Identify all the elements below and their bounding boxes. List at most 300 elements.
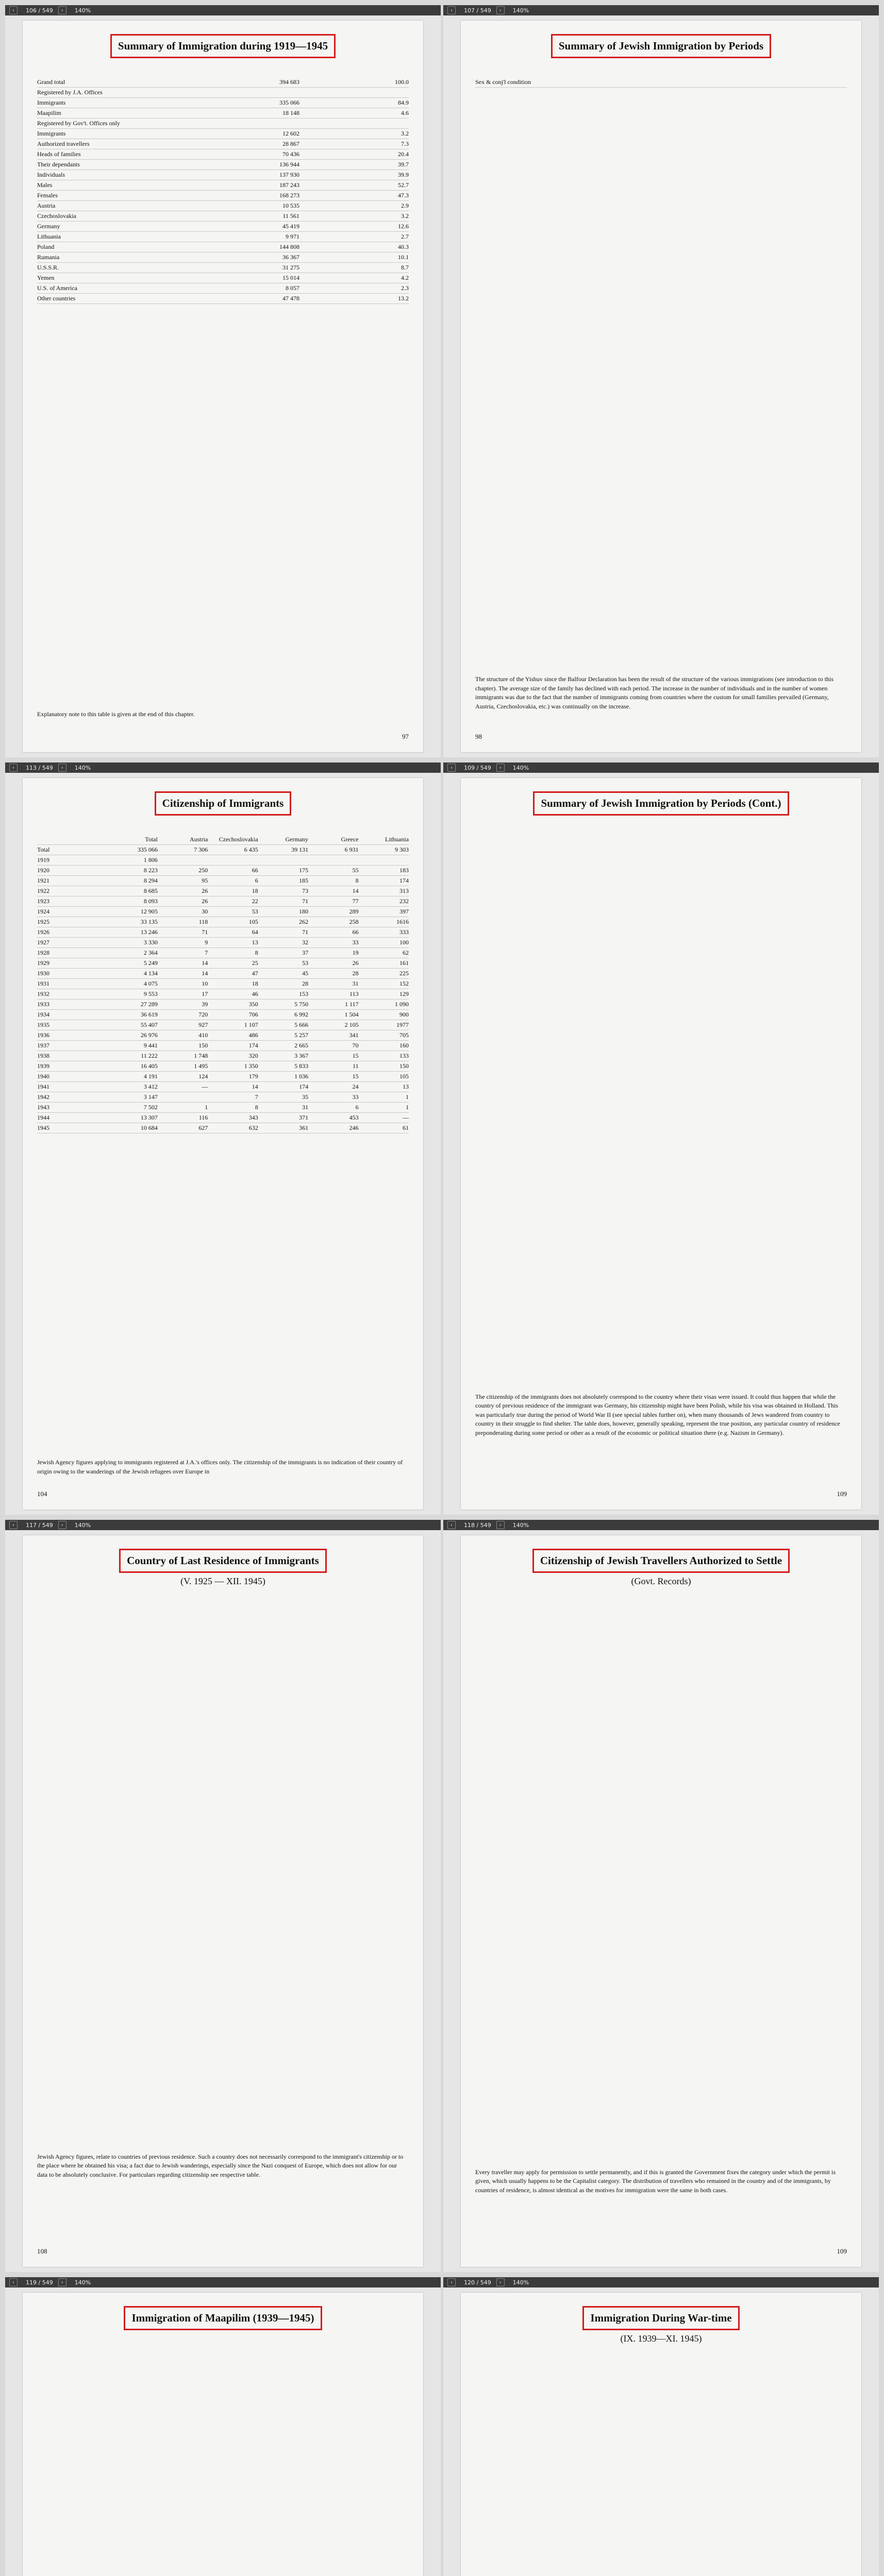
row-label: 1921 <box>37 877 49 884</box>
zoom-level[interactable]: 140% <box>512 2279 529 2286</box>
table-row <box>37 1092 409 1103</box>
document-page <box>23 1535 423 2267</box>
table-cell: 246 <box>349 1124 359 1131</box>
table-cell: 152 <box>399 980 409 987</box>
pdf-pane-3 <box>5 762 441 1515</box>
table-cell: 15 <box>352 1052 359 1059</box>
table-row <box>37 242 409 252</box>
table-cell: — <box>202 1083 208 1090</box>
table-cell: 8 685 <box>143 887 158 894</box>
table-cell: 5 666 <box>294 1021 309 1028</box>
table-cell: 118 <box>198 918 208 925</box>
table-row <box>37 1051 409 1061</box>
table-cell: 33 135 <box>140 918 158 925</box>
page-counter: 109 / 549 <box>464 764 491 771</box>
table-cell: 14 <box>202 970 208 977</box>
table-row <box>37 1041 409 1051</box>
table-row <box>37 211 409 222</box>
table-cell: 26 976 <box>140 1031 158 1039</box>
pdf-pane-2 <box>443 5 879 757</box>
table-row <box>37 222 409 232</box>
table-row <box>37 252 409 263</box>
table-cell: 61 <box>403 1124 409 1131</box>
table-cell: 2 665 <box>294 1042 309 1049</box>
row-label: Poland <box>37 243 55 250</box>
table-cell: 7.3 <box>401 140 409 147</box>
table-cell: 4 191 <box>143 1073 158 1080</box>
explanatory-note: Jewish Agency figures, relate to countries of previous residence. Such a country does not necessarily correspond to the immigrant's citizenship or to the place where he obtained his visa; a fact due to Jewish wanderings, especially since the Nazi conquest of Europe, which does not allow for our data to be absolutely conclusive. For particulars regarding citizenship see respective table. <box>37 2153 404 2178</box>
table-cell: 77 <box>352 897 359 905</box>
table-cell: 13 <box>252 939 258 946</box>
table-row <box>37 201 409 211</box>
table-cell: 31 275 <box>282 264 299 271</box>
table-cell: 335 066 <box>137 846 158 853</box>
explanatory-note: Explanatory note to this table is given at the end of this chapter. <box>37 710 195 718</box>
row-label: 1942 <box>37 1093 49 1100</box>
table-cell: 55 407 <box>140 1021 158 1028</box>
prev-page-icon[interactable]: ‹ <box>9 1521 18 1529</box>
table-cell: 70 <box>352 1042 359 1049</box>
header-cell: Total <box>145 836 158 843</box>
table-cell: 289 <box>349 908 359 915</box>
table-cell: 12 602 <box>282 130 299 137</box>
table-cell: 153 <box>299 990 309 997</box>
table-cell: 8 <box>355 877 359 884</box>
explanatory-note: Jewish Agency figures applying to immigrants registered at J.A.'s offices only. The citizenship of the immigrants is no indication of their country of origin owing to the wanderings of the Jewish refugees over Europe in <box>37 1459 403 1475</box>
zoom-level[interactable]: 140% <box>74 1521 91 1529</box>
table-cell: 136 944 <box>279 161 299 168</box>
table-cell <box>258 856 308 864</box>
row-label: Heads of families <box>37 150 81 158</box>
table-header <box>37 835 409 845</box>
table-cell: 1 090 <box>395 1001 409 1008</box>
viewer-toolbar <box>5 5 441 15</box>
prev-page-icon[interactable]: ‹ <box>9 2278 18 2286</box>
table-cell: 144 808 <box>279 243 299 250</box>
table-cell: 62 <box>403 949 409 956</box>
pdf-pane-8 <box>443 2277 879 2576</box>
traveller-note: Every traveller may apply for permission to settle permanently, and if this is granted the Government fixes the category under which the permit is given, which usually happens to be the Capitalist category. The distribution of travellers who remained in the country and of the immigrants, by countries of residence, is almost identical as the motives for immigration were the same in both cases. <box>475 2168 836 2194</box>
header-cell: Lithuania <box>385 836 409 843</box>
page-title: Country of Last Residence of Immigrants <box>119 1549 327 1573</box>
table-cell: 18 <box>252 980 258 987</box>
table-cell <box>190 89 299 96</box>
page-title: Citizenship of Jewish Travellers Authorized to Settle <box>532 1549 790 1573</box>
table-cell: 161 <box>399 959 409 967</box>
page-counter: 118 / 549 <box>464 1521 491 1529</box>
table-row <box>37 180 409 191</box>
table-row <box>37 907 409 917</box>
row-label: 1927 <box>37 939 49 946</box>
table-row <box>37 232 409 242</box>
table-cell: 6 931 <box>344 846 359 853</box>
table-cell: 250 <box>198 867 208 874</box>
page-counter: 117 / 549 <box>26 1521 53 1529</box>
table-cell: 1 036 <box>294 1073 309 1080</box>
row-label: 1931 <box>37 980 49 987</box>
table-cell: 14 <box>352 887 359 894</box>
table-cell <box>308 856 358 864</box>
table-cell: 53 <box>252 908 258 915</box>
table-row <box>37 1113 409 1123</box>
table-cell: 9 <box>205 939 208 946</box>
table-cell: 8 057 <box>285 284 299 292</box>
table-cell: 4 075 <box>143 980 158 987</box>
table-cell: 37 <box>302 949 309 956</box>
table-row <box>37 263 409 273</box>
table-cell: 1 495 <box>194 1062 208 1070</box>
table-cell: 55 <box>352 867 359 874</box>
table-cell: 14 <box>202 959 208 967</box>
row-label: Germany <box>37 223 60 230</box>
row-label: 1945 <box>37 1124 49 1131</box>
row-label: 1930 <box>37 970 49 977</box>
table-cell: 1616 <box>396 918 409 925</box>
table-cell <box>158 856 208 864</box>
table-cell: 47.3 <box>398 192 409 199</box>
header-cell: Austria <box>189 836 208 843</box>
table-row <box>37 160 409 170</box>
table-row <box>37 77 409 88</box>
table-cell: 343 <box>248 1114 258 1121</box>
table-row <box>37 896 409 907</box>
table-cell: 410 <box>198 1031 208 1039</box>
viewer-toolbar <box>5 762 441 773</box>
row-label: 1925 <box>37 918 49 925</box>
table-cell: 15 014 <box>282 274 299 281</box>
table-cell: 174 <box>248 1042 258 1049</box>
table-cell: 397 <box>399 908 409 915</box>
table-cell: 1 107 <box>244 1021 258 1028</box>
page-title: Summary of Jewish Immigration by Periods (Cont.) <box>533 791 789 816</box>
row-label: Their dependants <box>37 161 80 168</box>
table-row <box>37 979 409 989</box>
table-cell: 124 <box>198 1073 208 1080</box>
table-cell: 9 441 <box>143 1042 158 1049</box>
table-row <box>37 876 409 886</box>
row-label: 1941 <box>37 1083 49 1090</box>
table-cell: 13 307 <box>140 1114 158 1121</box>
viewer-toolbar <box>443 1520 879 1530</box>
page-subtitle: (V. 1925 — XII. 1945) <box>180 1576 265 1586</box>
table-cell: 453 <box>349 1114 359 1121</box>
table-cell: 11 561 <box>282 212 299 219</box>
table-row <box>37 1072 409 1082</box>
table-cell: 10.1 <box>398 253 409 261</box>
table-cell: 36 619 <box>140 1011 158 1018</box>
row-label: Total <box>37 846 50 853</box>
table-cell: 32 <box>302 939 309 946</box>
table-cell: 1 <box>205 1104 208 1111</box>
table-cell: 150 <box>198 1042 208 1049</box>
row-label: 1923 <box>37 897 49 905</box>
row-label: Authorized travellers <box>37 140 90 147</box>
page-title: Summary of Immigration during 1919—1945 <box>110 34 336 58</box>
page-subtitle: (Govt. Records) <box>631 1576 691 1586</box>
row-label: 1933 <box>37 1001 49 1008</box>
next-page-icon[interactable]: › <box>496 764 505 772</box>
table-row <box>37 118 409 129</box>
pdf-pane-1 <box>5 5 441 757</box>
document-page <box>461 2293 861 2576</box>
table-cell: 486 <box>248 1031 258 1039</box>
prev-page-icon[interactable]: ‹ <box>447 1521 456 1529</box>
table-cell: 258 <box>349 918 359 925</box>
row-label: Maapilim <box>37 109 61 116</box>
table-row <box>37 989 409 999</box>
table-cell: 24 <box>352 1083 359 1090</box>
page-number: 97 <box>402 733 409 740</box>
table-cell: 900 <box>399 1011 409 1018</box>
row-label: Rumania <box>37 253 60 261</box>
table-row <box>37 98 409 108</box>
table-cell: 28 <box>352 970 359 977</box>
table-cell: 71 <box>302 897 309 905</box>
table-cell <box>299 120 409 127</box>
row-label: Immigrants <box>37 130 66 137</box>
page-title: Citizenship of Immigrants <box>155 791 292 816</box>
table-cell: 13 246 <box>140 928 158 936</box>
table-cell: 16 405 <box>140 1062 158 1070</box>
table-cell: 113 <box>349 990 359 997</box>
table-cell: 100 <box>399 939 409 946</box>
row-label: 1932 <box>37 990 49 997</box>
page-number: 109 <box>837 1490 847 1498</box>
viewer-toolbar <box>443 2277 879 2287</box>
table-cell: 180 <box>299 908 309 915</box>
viewer-toolbar <box>5 2277 441 2287</box>
citizenship-table <box>37 835 409 1133</box>
table-cell: 84.9 <box>398 99 409 106</box>
section-label: Sex & conj'l condition <box>475 78 531 86</box>
table-row <box>37 969 409 979</box>
page-number: 108 <box>37 2247 47 2255</box>
table-cell: 10 <box>202 980 208 987</box>
next-page-icon[interactable]: › <box>496 2278 505 2286</box>
table-cell: 706 <box>248 1011 258 1018</box>
table-cell: 95 <box>202 877 208 884</box>
next-page-icon[interactable]: › <box>496 1521 505 1529</box>
table-row <box>37 1103 409 1113</box>
table-row <box>37 170 409 180</box>
table-cell: 11 <box>353 1062 359 1070</box>
table-cell: 137 930 <box>279 171 299 178</box>
table-cell: 17 <box>202 990 208 997</box>
table-cell: 129 <box>399 990 409 997</box>
viewer-toolbar <box>443 762 879 773</box>
table-cell: 26 <box>202 887 208 894</box>
table-cell: 28 867 <box>282 140 299 147</box>
zoom-level[interactable]: 140% <box>512 764 529 771</box>
table-cell: 6 992 <box>294 1011 309 1018</box>
table-cell: 2.7 <box>401 233 409 240</box>
table-cell: 35 <box>302 1093 309 1100</box>
table-cell: 18 <box>252 887 258 894</box>
table-cell: 160 <box>399 1042 409 1049</box>
next-page-icon[interactable]: › <box>58 2278 66 2286</box>
next-page-icon[interactable]: › <box>496 6 505 14</box>
document-page <box>23 2293 423 2576</box>
table-cell: 8 223 <box>143 867 158 874</box>
table-row <box>37 1061 409 1072</box>
table-cell: 705 <box>399 1031 409 1039</box>
table-cell: 232 <box>399 897 409 905</box>
table-cell: 2.3 <box>401 284 409 292</box>
table-cell: 174 <box>299 1083 309 1090</box>
table-cell: 7 306 <box>194 846 208 853</box>
table-cell: 1977 <box>396 1021 409 1028</box>
table-cell: 8 294 <box>143 877 158 884</box>
next-page-icon[interactable]: › <box>58 764 66 772</box>
row-label: 1926 <box>37 928 49 936</box>
table-cell: 632 <box>248 1124 258 1131</box>
table-cell: 174 <box>399 877 409 884</box>
table-cell: 22 <box>252 897 258 905</box>
table-cell: 15 <box>352 1073 359 1080</box>
table-row <box>37 1123 409 1133</box>
table-cell: 18 148 <box>282 109 299 116</box>
viewer-toolbar <box>443 5 879 15</box>
table-cell: 39 131 <box>291 846 309 853</box>
table-row <box>37 948 409 958</box>
table-cell: 53 <box>302 959 309 967</box>
table-cell: 36 367 <box>282 253 299 261</box>
table-cell: 14 <box>252 1083 258 1090</box>
table-cell: 45 419 <box>282 223 299 230</box>
zoom-level[interactable]: 140% <box>74 2279 91 2286</box>
table-cell: 3.2 <box>401 130 409 137</box>
table-cell: 627 <box>198 1124 208 1131</box>
table-cell: 4.2 <box>401 274 409 281</box>
document-page <box>23 778 423 1510</box>
table-cell: 2 364 <box>143 949 158 956</box>
table-row <box>37 917 409 927</box>
table-cell: 6 <box>255 877 258 884</box>
table-row <box>37 191 409 201</box>
table-cell: 26 <box>202 897 208 905</box>
table-row <box>37 273 409 283</box>
table-cell: 20.4 <box>398 150 409 158</box>
table-cell: 341 <box>349 1031 359 1039</box>
table-row <box>37 1030 409 1041</box>
table-cell: 225 <box>399 970 409 977</box>
table-cell: 313 <box>399 887 409 894</box>
table-cell: 187 243 <box>279 181 299 189</box>
pdf-pane-4 <box>443 762 879 1515</box>
periods-table <box>475 77 847 88</box>
table-cell: 5 257 <box>294 1031 309 1039</box>
prev-page-icon[interactable]: ‹ <box>447 2278 456 2286</box>
table-cell: 5 249 <box>143 959 158 967</box>
page-counter: 107 / 549 <box>464 7 491 14</box>
table-cell: 116 <box>198 1114 208 1121</box>
table-cell: 66 <box>352 928 359 936</box>
prev-page-icon[interactable]: ‹ <box>447 764 456 772</box>
table-cell: 7 502 <box>143 1104 158 1111</box>
table-cell: 8 093 <box>143 897 158 905</box>
table-cell: 73 <box>302 887 309 894</box>
table-cell: 1 806 <box>143 856 158 863</box>
table-cell: 185 <box>299 877 309 884</box>
row-label: Registered by J.A. Offices <box>37 89 103 96</box>
table-row <box>37 866 409 876</box>
table-row <box>37 1010 409 1020</box>
page-counter: 119 / 549 <box>26 2279 53 2286</box>
header-cell <box>37 836 107 843</box>
row-label: 1938 <box>37 1052 49 1059</box>
page-number: 109 <box>837 2247 847 2255</box>
table-cell: 335 066 <box>279 99 299 106</box>
table-row <box>37 283 409 294</box>
page-number: 104 <box>37 1490 47 1498</box>
row-label: 1940 <box>37 1073 49 1080</box>
table-cell: 105 <box>248 918 258 925</box>
table-cell <box>359 856 409 864</box>
table-cell: 30 <box>202 908 208 915</box>
row-label: 1943 <box>37 1104 49 1111</box>
row-label: Yemen <box>37 274 55 281</box>
document-page <box>461 1535 861 2267</box>
table-cell: 28 <box>302 980 309 987</box>
table-cell: 9 553 <box>143 990 158 997</box>
row-label: 1939 <box>37 1062 49 1070</box>
row-label: Females <box>37 192 58 199</box>
table-cell: 31 <box>352 980 359 987</box>
table-cell: 8 <box>255 949 258 956</box>
prev-page-icon[interactable]: ‹ <box>447 6 456 14</box>
table-row <box>37 845 409 855</box>
row-label: Lithuania <box>37 233 61 240</box>
table-cell: 262 <box>299 918 309 925</box>
header-cell: Czechoslovakia <box>219 836 258 843</box>
next-page-icon[interactable]: › <box>58 6 66 14</box>
row-label: Other countries <box>37 295 76 302</box>
table-row <box>37 1082 409 1092</box>
table-cell <box>299 89 409 96</box>
table-cell: 71 <box>202 928 208 936</box>
zoom-level[interactable]: 140% <box>74 764 91 771</box>
table-cell: 6 <box>355 1104 359 1111</box>
header-cell: Greece <box>341 836 359 843</box>
pdf-pane-5 <box>5 1520 441 2272</box>
table-cell: 183 <box>399 867 409 874</box>
row-label: Registered by Gov't. Offices only <box>37 120 120 127</box>
table-cell: 13 <box>403 1083 409 1090</box>
table-cell: 927 <box>198 1021 208 1028</box>
table-row <box>37 938 409 948</box>
zoom-level[interactable]: 140% <box>512 1521 529 1529</box>
pdf-pane-7 <box>5 2277 441 2576</box>
table-cell: 168 273 <box>279 192 299 199</box>
page-number: 98 <box>475 733 482 740</box>
next-page-icon[interactable]: › <box>58 1521 66 1529</box>
table-cell: 5 833 <box>294 1062 309 1070</box>
header-cell: Germany <box>285 836 309 843</box>
table-cell: 52.7 <box>398 181 409 189</box>
table-cell: 3 412 <box>143 1083 158 1090</box>
row-label: 1934 <box>37 1011 49 1018</box>
prev-page-icon[interactable]: ‹ <box>9 764 18 772</box>
zoom-level[interactable]: 140% <box>512 7 529 14</box>
table-cell: 1 504 <box>344 1011 359 1018</box>
zoom-level[interactable]: 140% <box>74 7 91 14</box>
prev-page-icon[interactable]: ‹ <box>9 6 18 14</box>
table-cell: 150 <box>399 1062 409 1070</box>
table-cell: 12.6 <box>398 223 409 230</box>
table-cell: 4.6 <box>401 109 409 116</box>
table-cell: 3 330 <box>143 939 158 946</box>
row-label: Austria <box>37 202 56 209</box>
